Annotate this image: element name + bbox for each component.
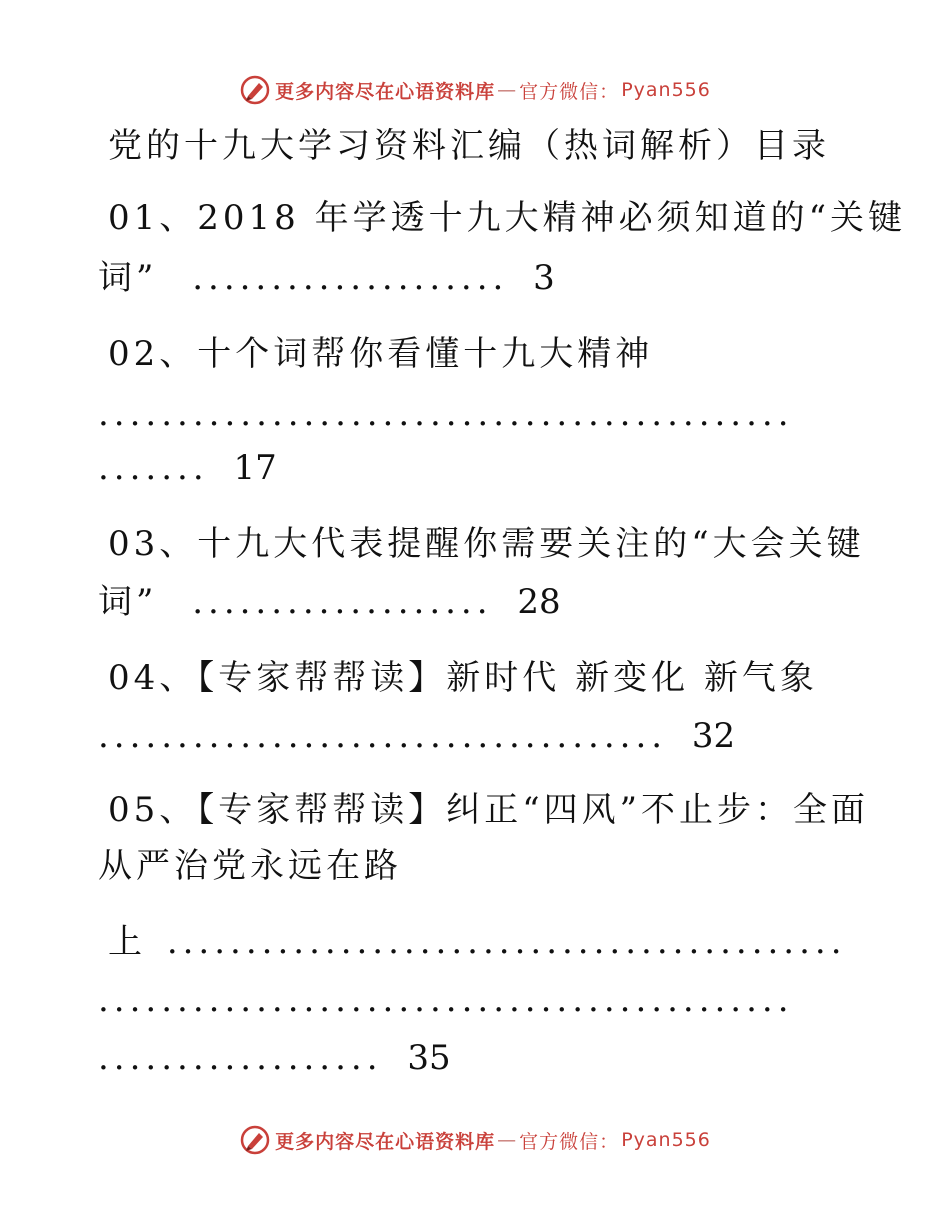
toc-entry-5-text: 05、【专家帮帮读】纠正“四风”不止步：全面 bbox=[108, 790, 870, 830]
toc-entry-5-page-line[interactable] bbox=[98, 1038, 858, 1078]
toc-entry-2-dots-line: ............................................ bbox=[98, 394, 794, 434]
toc-entry-3-cont-text: 词” bbox=[98, 582, 158, 622]
toc-entry-5-cont2-text: 上 bbox=[108, 922, 146, 962]
header-watermark bbox=[0, 70, 950, 110]
header-wechat-id: Pyan556 bbox=[621, 79, 711, 101]
toc-entry-5-cont2[interactable] bbox=[98, 922, 868, 962]
toc-entry-5-dots-a: ........................................... bbox=[166, 922, 847, 962]
toc-entry-3-dots: ................... bbox=[192, 582, 493, 622]
toc-title: 党的十九大学习资料汇编（热词解析）目录 bbox=[108, 126, 830, 166]
toc-entry-1-cont[interactable] bbox=[98, 258, 858, 298]
toc-entry-4-page-line[interactable] bbox=[98, 716, 858, 756]
toc-entry-3-text: 03、十九大代表提醒你需要关注的“大会关键 bbox=[108, 524, 865, 564]
toc-entry-4[interactable] bbox=[98, 658, 868, 698]
toc-entry-5-dots-c: .................. bbox=[98, 1038, 383, 1078]
header-tail: 官方微信： bbox=[519, 80, 620, 103]
toc-entry-2-text: 02、十个词帮你看懂十九大精神 bbox=[108, 334, 654, 374]
header-lead: 更多内容尽在心语资料库 bbox=[275, 80, 496, 103]
toc-entry-2[interactable] bbox=[98, 334, 868, 374]
toc-entry-3[interactable] bbox=[98, 524, 868, 564]
pen-logo-icon bbox=[239, 74, 271, 106]
pen-logo-icon bbox=[239, 1124, 271, 1156]
toc-entry-2-page-line[interactable] bbox=[98, 448, 858, 488]
toc-entry-5-page: 35 bbox=[407, 1038, 451, 1078]
toc-entry-4-dots: .................................... bbox=[98, 716, 668, 756]
toc-entry-5-dots-b: ............................................ bbox=[98, 980, 794, 1020]
footer-lead: 更多内容尽在心语资料库 bbox=[275, 1130, 496, 1153]
toc-entry-4-text: 04、【专家帮帮读】新时代 新变化 新气象 bbox=[108, 658, 818, 698]
header-separator: — bbox=[497, 79, 518, 101]
toc-entry-3-cont[interactable] bbox=[98, 582, 858, 622]
toc-entry-2-dots: ....... bbox=[98, 448, 209, 488]
footer-tail: 官方微信： bbox=[519, 1130, 620, 1153]
toc-entry-1[interactable] bbox=[98, 198, 906, 238]
toc-entry-1-cont-text: 词” bbox=[98, 258, 158, 298]
footer-wechat-id: Pyan556 bbox=[621, 1129, 711, 1151]
toc-entry-1-dots: .................... bbox=[192, 258, 509, 298]
toc-entry-1-text: 01、2018 年学透十九大精神必须知道的“关键 bbox=[108, 198, 906, 238]
toc-entry-5-cont: 从严治党永远在路 bbox=[98, 846, 402, 886]
toc-entry-4-page: 32 bbox=[691, 716, 736, 756]
toc-entry-5[interactable] bbox=[98, 790, 868, 830]
footer-watermark bbox=[0, 1120, 950, 1160]
toc-entry-1-page: 3 bbox=[533, 258, 555, 298]
footer-separator: — bbox=[497, 1129, 518, 1151]
toc-entry-2-page: 17 bbox=[233, 448, 277, 488]
toc-entry-3-page: 28 bbox=[517, 582, 561, 622]
